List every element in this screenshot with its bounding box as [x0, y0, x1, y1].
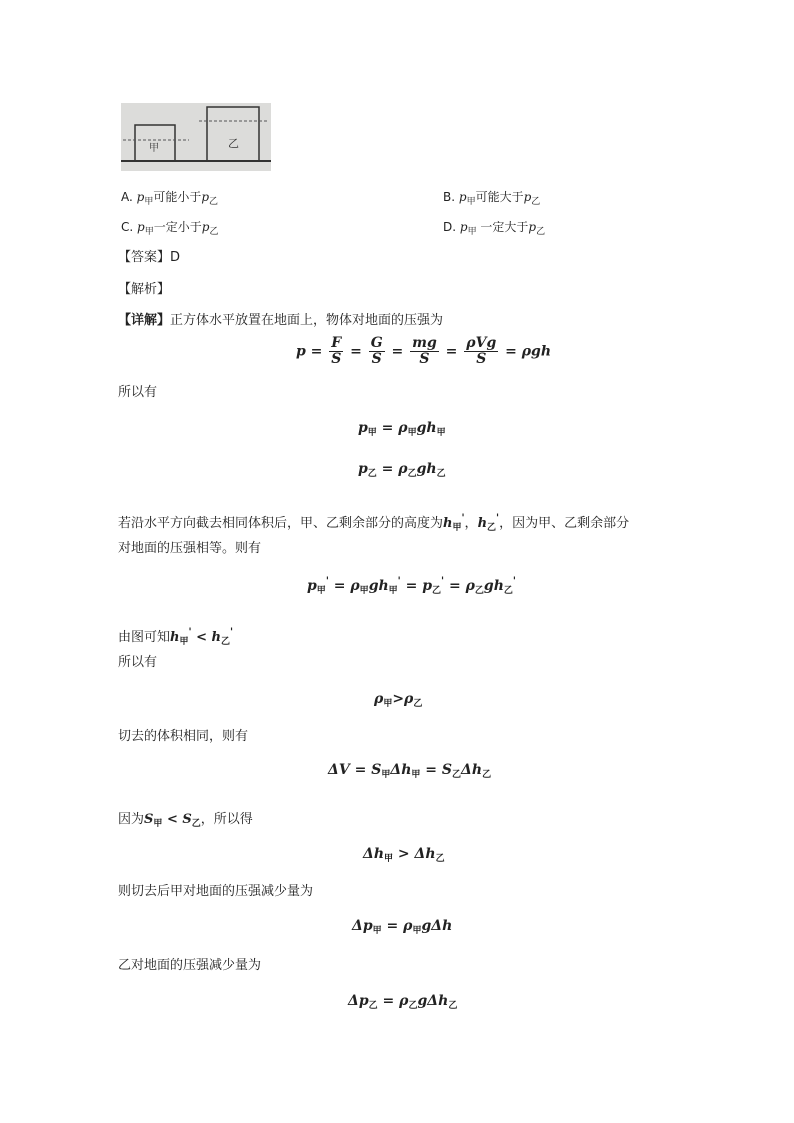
option-d[interactable]: D. $p_甲$ 一定大于$p_乙$: [443, 220, 546, 237]
equation-p-jia: $p_甲 = \rho_甲gh_甲$: [358, 420, 446, 438]
blocks-figure: [121, 103, 271, 171]
equation-volume: $\Delta V = S_甲\Delta h_甲 = S_乙\Delta h_乙$: [328, 762, 492, 780]
equation-height-diff: $\Delta h_甲 > \Delta h_乙$: [363, 846, 445, 864]
analysis-label: 【解析】: [118, 282, 171, 297]
blocks-diagram: [121, 103, 271, 171]
jia-decrease-line: 则切去后甲对地面的压强减少量为: [118, 884, 314, 899]
detail-line: 【详解】正方体水平放置在地面上，物体对地面的压强为: [118, 313, 444, 328]
same-volume-line: 切去的体积相同，则有: [118, 729, 249, 744]
equation-remaining: $p_甲' = \rho_甲gh_甲' = p_乙' = \rho_乙gh_乙'$: [307, 576, 516, 596]
cut-text-line: 若沿水平方向截去相同体积后，甲、乙剩余部分的高度为$h_甲'$，$h_乙'$，因为甲、乙剩余部分: [118, 513, 630, 533]
so-have-line-1: 所以有: [118, 385, 158, 400]
option-b[interactable]: B. $p_甲$可能大于$p_乙$: [443, 190, 541, 207]
equation-pressure: p = $\frac{F}{S}$ = $\frac{G}{S}$ = $\frac{mg}{S}$ = $\frac{\text{ρVg}}{S}$ = ρgh: [296, 335, 551, 367]
option-a[interactable]: A. $p_甲$可能小于$p_乙$: [121, 190, 219, 207]
equation-dp-yi: $\Delta p_乙 = \rho_乙g\Delta h_乙$: [348, 993, 458, 1011]
answer-line: 【答案】D: [118, 250, 181, 265]
so-have-line-2: 所以有: [118, 655, 158, 670]
yi-decrease-line: 乙对地面的压强减少量为: [118, 958, 262, 973]
cut-text-line-2: 对地面的压强相等。则有: [118, 541, 262, 556]
option-c[interactable]: C. $p_甲$一定小于$p_乙$: [121, 220, 219, 237]
equation-density: $\rho_甲>\rho_乙$: [374, 691, 423, 709]
because-line: 因为$S_甲 < S_乙$，所以得: [118, 812, 253, 829]
label-yi: 乙: [228, 137, 239, 150]
equation-p-yi: $p_乙 = \rho_乙gh_乙$: [358, 461, 446, 479]
equation-dp-jia: $\Delta p_甲 = \rho_甲g\Delta h$: [352, 918, 453, 936]
label-jia: 甲: [149, 143, 159, 154]
from-figure-line: 由图可知$h_甲' < h_乙'$: [118, 627, 234, 647]
